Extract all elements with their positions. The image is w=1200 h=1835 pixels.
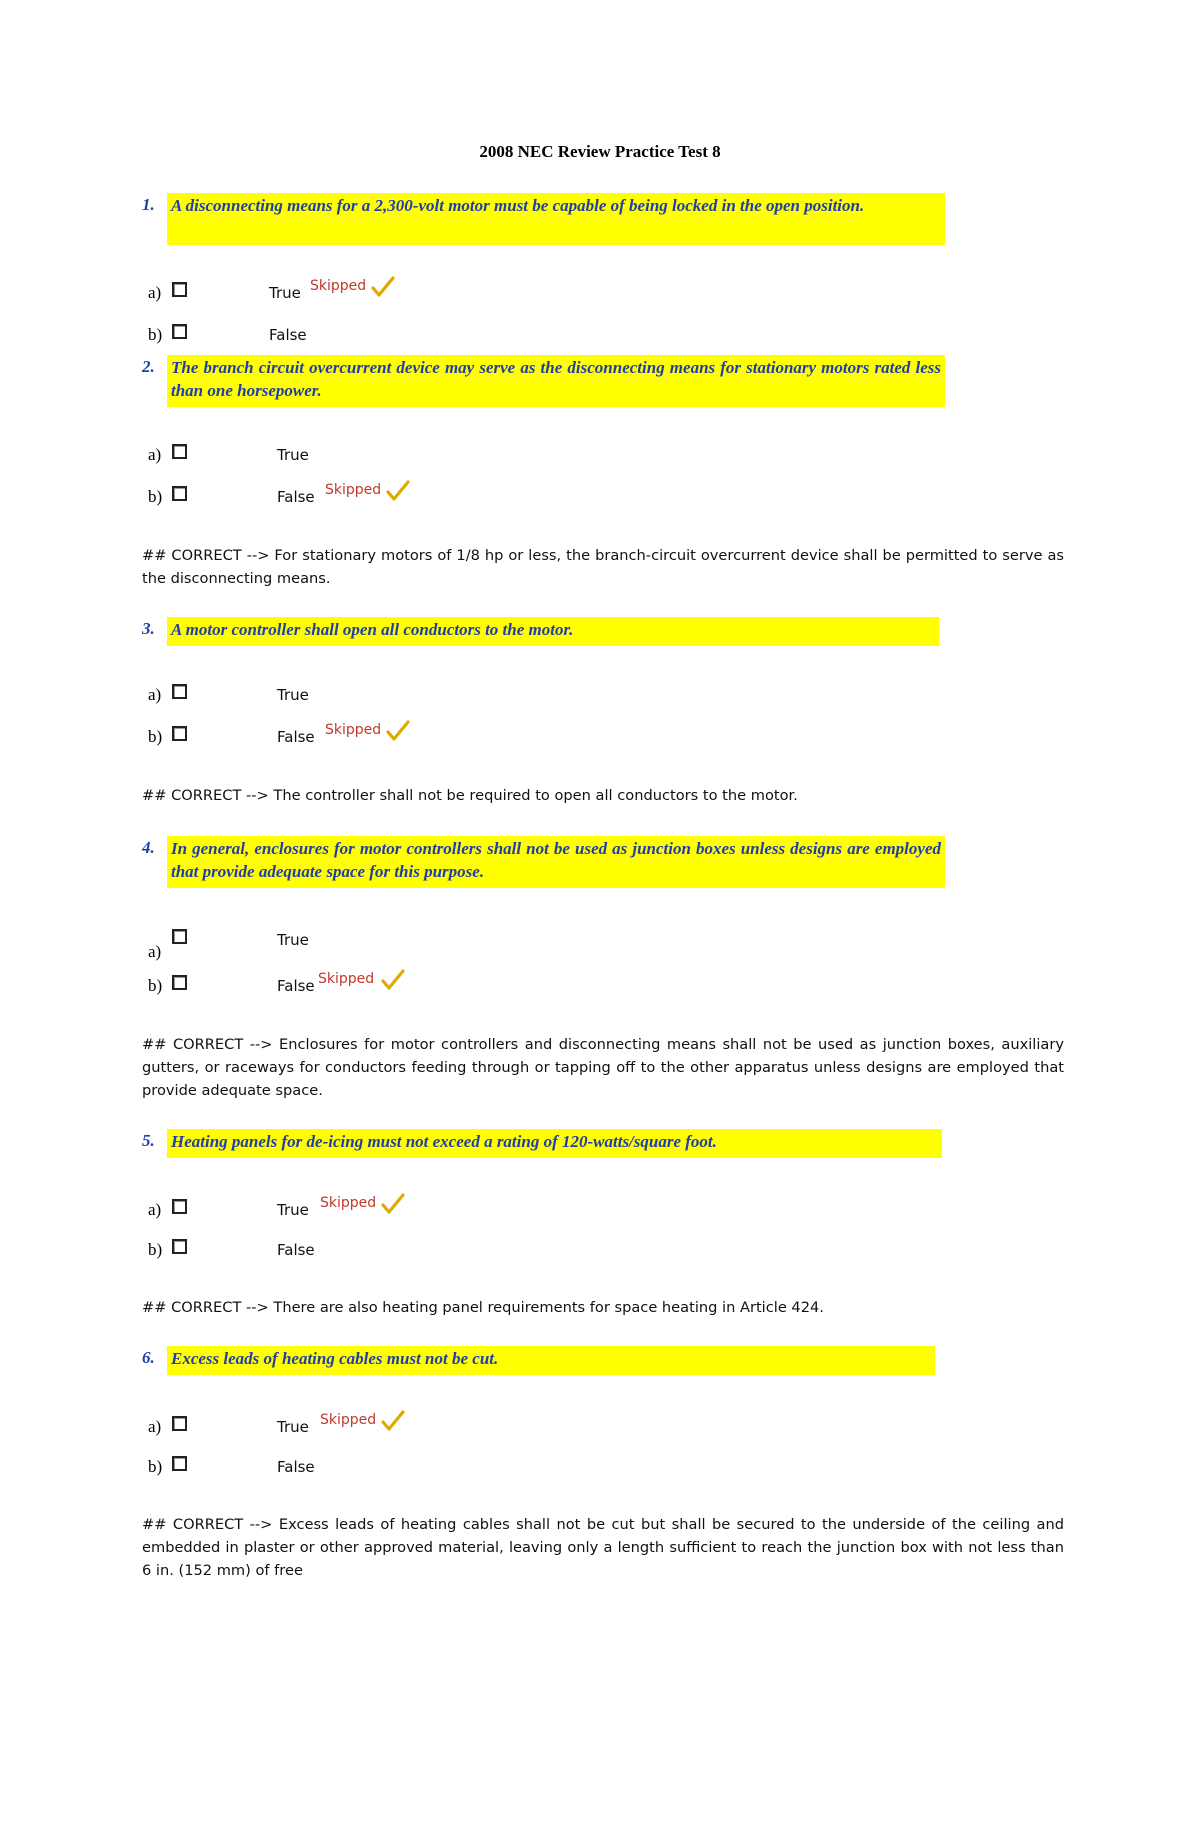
skipped-label: Skipped (310, 278, 367, 294)
question-text: A disconnecting means for a 2,300-volt motor must be capable of being locked in the open position. (167, 193, 945, 245)
skipped-label: Skipped (320, 1412, 377, 1428)
option-letter: a) (148, 685, 162, 704)
question-text: In general, enclosures for motor controllers shall not be used as junction boxes unless designs are employed that provide adequate space for this purpose. (167, 836, 945, 888)
question-text: Heating panels for de-icing must not exceed a rating of 120-watts/square foot. (167, 1129, 942, 1158)
option-label: False (269, 326, 307, 344)
option-label: False (277, 488, 315, 506)
option-label: True (277, 446, 309, 464)
option-label: False (277, 1458, 315, 1476)
option-label: True (269, 284, 301, 302)
option-letter: a) (148, 445, 162, 464)
checkmark-icon (370, 274, 396, 300)
option-label: True (277, 686, 309, 704)
skipped-label: Skipped (325, 722, 382, 738)
correct-explanation: ## CORRECT --> Excess leads of heating cables shall not be cut but shall be secured to the underside of the ceiling and embedded in plaster or other approved material, leaving only a length sufficient to reach the junction box with not less than 6 in. (152 mm) of free (142, 1516, 1064, 1579)
checkbox-icon[interactable] (172, 684, 187, 699)
correct-explanation: ## CORRECT --> The controller shall not be required to open all conductors to the motor. (142, 787, 798, 804)
option-label: True (277, 1201, 309, 1219)
option-label: True (277, 1418, 309, 1436)
checkmark-icon (380, 1408, 406, 1434)
checkmark-icon (380, 1191, 406, 1217)
correct-explanation: ## CORRECT --> For stationary motors of 1/8 hp or less, the branch-circuit overcurrent device shall be permitted to serve as the disconnecting means. (142, 547, 1064, 587)
checkmark-icon (380, 967, 406, 993)
option-letter: b) (148, 727, 163, 746)
option-label: False (277, 1241, 315, 1259)
question-number: 1. (142, 195, 155, 214)
option-letter: a) (148, 942, 162, 961)
page-title: 2008 NEC Review Practice Test 8 (479, 142, 721, 161)
question-text: The branch circuit overcurrent device may serve as the disconnecting means for stationary motors rated less than one horsepower. (167, 355, 945, 407)
checkmark-icon (385, 478, 411, 504)
question-number: 5. (142, 1131, 155, 1150)
question-number: 4. (142, 838, 155, 857)
option-letter: b) (148, 325, 163, 344)
checkbox-icon[interactable] (172, 1416, 187, 1431)
skipped-label: Skipped (325, 482, 382, 498)
skipped-label: Skipped (318, 971, 375, 987)
checkbox-icon[interactable] (172, 486, 187, 501)
checkbox-icon[interactable] (172, 282, 187, 297)
skipped-label: Skipped (320, 1195, 377, 1211)
checkbox-icon[interactable] (172, 726, 187, 741)
option-letter: a) (148, 283, 162, 302)
option-letter: b) (148, 976, 163, 995)
option-label: False (277, 977, 315, 995)
checkbox-icon[interactable] (172, 929, 187, 944)
option-letter: a) (148, 1200, 162, 1219)
correct-explanation: ## CORRECT --> There are also heating panel requirements for space heating in Article 424. (142, 1299, 824, 1316)
question-number: 3. (142, 619, 155, 638)
option-label: True (277, 931, 309, 949)
question-number: 2. (142, 357, 155, 376)
checkbox-icon[interactable] (172, 444, 187, 459)
checkbox-icon[interactable] (172, 1456, 187, 1471)
checkbox-icon[interactable] (172, 1239, 187, 1254)
question-number: 6. (142, 1348, 155, 1367)
option-letter: b) (148, 1457, 163, 1476)
question-text: A motor controller shall open all conductors to the motor. (167, 617, 939, 646)
checkbox-icon[interactable] (172, 975, 187, 990)
option-label: False (277, 728, 315, 746)
checkbox-icon[interactable] (172, 1199, 187, 1214)
correct-explanation: ## CORRECT --> Enclosures for motor controllers and disconnecting means shall not be used as junction boxes, auxiliary gutters, or raceways for conductors feeding through or tapping off to the other apparatus unless designs are employed that provide adequate space. (142, 1036, 1064, 1099)
option-letter: b) (148, 1240, 163, 1259)
checkmark-icon (385, 718, 411, 744)
option-letter: b) (148, 487, 163, 506)
checkbox-icon[interactable] (172, 324, 187, 339)
question-text: Excess leads of heating cables must not be cut. (167, 1346, 935, 1375)
option-letter: a) (148, 1417, 162, 1436)
